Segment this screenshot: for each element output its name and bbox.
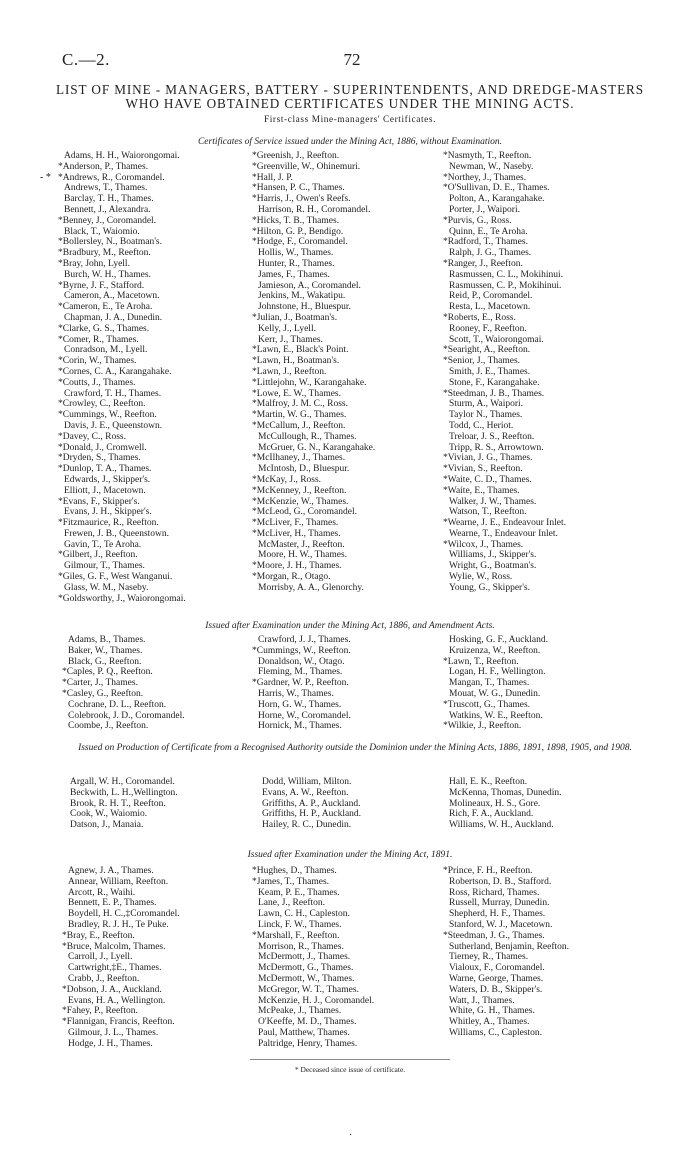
list-item: *Moore, J. H., Thames. xyxy=(252,561,342,572)
list-item: *Radford, T., Thames. xyxy=(443,237,528,248)
list-item: *Lawn, J., Reefton. xyxy=(252,366,327,377)
page-title: LIST OF MINE - MANAGERS, BATTERY - SUPERINTENDENTS, AND DREDGE-MASTERS WHO HAVE OBTAINED CERTIFICATES UNDER THE MINING ACTS. xyxy=(56,82,644,111)
list-item: *Benney, J., Coromandel. xyxy=(58,215,157,226)
name-column xyxy=(443,635,548,732)
name-column xyxy=(443,866,569,1039)
list-item: Gilmour, J. L., Thames. xyxy=(68,1027,159,1038)
list-item: Evans, A. W., Reefton. xyxy=(262,787,349,798)
list-item: Young, G., Skipper's. xyxy=(449,582,530,593)
list-item: Logan, H. F., Wellington. xyxy=(449,667,546,678)
list-item: Beckwith, L. H.,Wellington. xyxy=(70,787,178,798)
list-item: Barclay, T. H., Thames. xyxy=(64,194,154,205)
list-item: McPeake, J., Thames. xyxy=(258,1006,342,1017)
list-item: *Searight, A., Reefton. xyxy=(443,345,531,356)
list-item: *McLiver, H., Thames. xyxy=(252,528,341,539)
list-item: Rasmussen, C. P., Mokihinui. xyxy=(449,280,562,291)
list-item: *Bruce, Malcolm, Thames. xyxy=(62,941,166,952)
list-item: Watt, J., Thames. xyxy=(449,995,515,1006)
list-item: Ralph, J. G., Thames. xyxy=(449,248,532,259)
list-item: McMaster, J., Reefton. xyxy=(258,539,345,550)
list-item: Morrison, R., Thames. xyxy=(258,941,344,952)
list-item: Gavin, T., Te Aroha. xyxy=(64,539,142,550)
list-item: *Ranger, J., Reefton. xyxy=(443,258,523,269)
list-item: Jamieson, A., Coromandel. xyxy=(258,280,361,291)
list-item: *Morgan, R., Otago. xyxy=(252,572,331,583)
list-item: Newman, W., Naseby. xyxy=(449,161,534,172)
name-column xyxy=(252,866,374,1050)
section-heading: Issued after Examination under the Mining Act, 1891. xyxy=(247,850,453,860)
list-item: *Donald, J., Cromwell. xyxy=(58,442,147,453)
list-item: *Hughes, D., Thames. xyxy=(252,866,337,876)
list-item: Scott, T., Waiorongomai. xyxy=(449,334,544,345)
list-item: *Malfroy, J. M. C., Ross. xyxy=(252,399,348,410)
list-item: Johnstone, H., Bluespur. xyxy=(258,302,351,313)
list-item: Kelly, J., Lyell. xyxy=(258,323,316,334)
list-item: Molineaux, H. S., Gore. xyxy=(449,798,541,809)
list-item: Gilmour, T., Thames. xyxy=(64,561,145,572)
list-item: *Wilkie, J., Reefton. xyxy=(443,721,522,732)
list-item: *Julian, J., Boatman's. xyxy=(252,312,338,323)
list-item: Smith, J. E., Thames. xyxy=(449,366,531,377)
list-item: McGregor, W. T., Thames. xyxy=(258,984,359,995)
list-item: *Waite, E., Thames. xyxy=(443,485,520,496)
list-item: Watkins, W. E., Reefton. xyxy=(449,710,543,721)
list-item: *Andrews, R., Coromandel. xyxy=(58,172,165,183)
list-item: Paltridge, Henry, Thames. xyxy=(258,1038,358,1049)
list-item: Williams, W. H., Auckland. xyxy=(449,820,554,831)
list-item: *Hicks, T. B., Thames. xyxy=(252,215,340,226)
list-item: Waters, D. B., Skipper's. xyxy=(449,984,543,995)
list-item: Bennett, J., Alexandra. xyxy=(64,204,151,215)
list-item: McKenna, Thomas, Dunedin. xyxy=(449,787,562,798)
list-item: *Roberts, E., Ross. xyxy=(443,312,516,323)
list-item: *Northey, J., Thames. xyxy=(443,172,527,183)
list-item: Quinn, E., Te Aroha. xyxy=(449,226,528,237)
list-item: *Bray, John, Lyell. xyxy=(58,258,130,269)
list-item: Brook, R. H. T., Reefton. xyxy=(70,798,166,809)
list-item: *Nasmyth, T., Reefton. xyxy=(443,151,532,161)
list-item: *Hall, J. P. xyxy=(252,172,293,183)
name-column xyxy=(64,777,178,831)
list-item: *Harris, J., Owen's Reefs. xyxy=(252,194,351,205)
list-item: *Vivian, J. G., Thames. xyxy=(443,453,533,464)
list-item: *Marshall, F., Reefton. xyxy=(252,930,340,941)
list-item: *Caples, P. Q., Reefton. xyxy=(62,667,153,678)
list-item: Morrisby, A. A., Glenorchy. xyxy=(258,582,364,593)
list-item: *Corin, W., Thames. xyxy=(58,356,137,367)
list-item: Tripp, R. S., Arrowtown. xyxy=(449,442,544,453)
footnote: * Deceased since issue of certificate. xyxy=(294,1065,406,1074)
list-item: Boydell, H. C.,‡Coromandel. xyxy=(68,909,180,920)
page-header xyxy=(62,50,642,70)
list-item: *McLeod, G., Coromandel. xyxy=(252,507,358,518)
list-item: Adams, B., Thames. xyxy=(68,635,146,645)
list-item: *Hansen, P. C., Thames. xyxy=(252,183,345,194)
list-item: *McLiver, F., Thames. xyxy=(252,518,339,529)
list-item: Fleming, M., Thames. xyxy=(258,667,343,678)
list-item: Russell, Murray, Dunedin. xyxy=(449,898,550,909)
name-column xyxy=(62,635,185,732)
list-item: *James, T., Thames. xyxy=(252,876,330,887)
list-item: Shepherd, H. F., Thames. xyxy=(449,909,546,920)
list-item: McDermott, W., Thames. xyxy=(258,973,355,984)
list-item: Hollis, W., Thames. xyxy=(258,248,334,259)
list-item: Colebrook, J. D., Coromandel. xyxy=(68,710,185,721)
list-item: *Dobson, J. A., Auckland. xyxy=(62,984,162,995)
list-item: Horn, G. W., Thames. xyxy=(258,699,342,710)
list-item: *Evans, F., Skipper's. xyxy=(58,496,140,507)
list-item: Moore, H. W., Thames. xyxy=(258,550,348,561)
list-item: Cook, W., Waiomio. xyxy=(70,809,148,820)
list-item: Cartwright,‡E., Thames. xyxy=(68,963,162,974)
list-item: James, F., Thames. xyxy=(258,269,330,280)
list-item: *Lowe, E. W., Thames. xyxy=(252,388,342,399)
list-item: *Littlejohn, W., Karangahake. xyxy=(252,377,367,388)
list-item: Burch, W. H., Thames. xyxy=(64,269,151,280)
list-item: Crawford, J. J., Thames. xyxy=(258,635,351,645)
list-item: Mangan, T., Thames. xyxy=(449,678,530,689)
list-item: *McIlhaney, J., Thames. xyxy=(252,453,346,464)
list-item: Black, T., Waiomio. xyxy=(64,226,140,237)
list-item: *Coutts, J., Thames. xyxy=(58,377,136,388)
list-item: Walker, J. W., Thames. xyxy=(449,496,537,507)
list-item: Watson, T., Reefton. xyxy=(449,507,527,518)
list-item: Warne, George, Thames. xyxy=(449,973,544,984)
list-item: *McKay, J., Ross. xyxy=(252,474,322,485)
list-item: Tierney, R., Thames. xyxy=(449,952,529,963)
list-item: Kerr, J., Thames. xyxy=(258,334,323,345)
list-item: *Bray, E., Reefton. xyxy=(62,930,135,941)
list-item: Hailey, R. C., Dunedin. xyxy=(262,820,352,831)
name-column xyxy=(252,151,375,594)
list-item: Coombe, J., Reefton. xyxy=(68,721,149,732)
list-item: Arcott, R., Waihi. xyxy=(68,887,136,898)
list-item: Rich, F. A., Auckland. xyxy=(449,809,534,820)
list-item: Griffiths, A. P., Auckland. xyxy=(262,798,361,809)
list-item: Agnew, J. A., Thames. xyxy=(68,866,154,876)
section-heading: Issued after Examination under the Mining Act, 1886, and Amendment Acts. xyxy=(205,621,495,631)
list-item: Linck, F. W., Thames. xyxy=(258,919,342,930)
list-item: Robertson, D. B., Stafford. xyxy=(449,876,552,887)
name-column xyxy=(58,151,186,604)
list-item: Vialoux, F., Coromandel. xyxy=(449,963,545,974)
list-item: Sturm, A., Waipori. xyxy=(449,399,524,410)
section-heading: Issued on Production of Certificate from a Recognised Authority outside the Dominion under the Mining Acts, 1886, 1891, 1898, 1905, and 1908. xyxy=(78,743,632,753)
list-item: *Casley, G., Reefton. xyxy=(62,688,144,699)
list-item: *Hodge, F., Coromandel. xyxy=(252,237,348,248)
list-item: *Lawn, E., Black's Point. xyxy=(252,345,349,356)
list-item: *Wearne, J. E., Endeavour Inlet. xyxy=(443,518,566,529)
list-item: *Truscott, G., Thames. xyxy=(443,699,531,710)
list-item: *Greenish, J., Reefton. xyxy=(252,151,340,161)
list-item: *Cummings, W., Reefton. xyxy=(252,645,351,656)
list-item: McCullough, R., Thames. xyxy=(258,431,357,442)
list-item: Andrews, T., Thames. xyxy=(64,183,148,194)
list-item: *Crowley, C., Reefton. xyxy=(58,399,146,410)
list-item: McDermott, G., Thames. xyxy=(258,963,354,974)
list-item: Dodd, William, Milton. xyxy=(262,777,352,787)
list-item: *Lawn, T., Reefton. xyxy=(443,656,519,667)
list-item: Polton, A., Karangahake. xyxy=(449,194,545,205)
list-item: McDermott, J., Thames. xyxy=(258,952,351,963)
list-item: Carroll, J., Lyell. xyxy=(68,952,133,963)
list-item: Treloar, J. S., Reefton. xyxy=(449,431,535,442)
list-item: Davis, J. E., Queenstown. xyxy=(64,420,163,431)
list-item: Harrison, R. H., Coromandel. xyxy=(258,204,371,215)
list-item: McGruer, G. N., Karangahake. xyxy=(258,442,376,453)
name-column xyxy=(256,777,361,831)
list-item: Evans, J. H., Skipper's. xyxy=(64,507,152,518)
list-item: *Gilbert, J., Reefton. xyxy=(58,550,138,561)
list-item: Williams, J., Skipper's. xyxy=(449,550,537,561)
document-reference: C.—2. xyxy=(62,50,110,69)
name-column xyxy=(443,777,561,831)
list-item: *Wilcox, J., Thames. xyxy=(443,539,524,550)
list-item: *Gardner, W. P., Reefton. xyxy=(252,678,349,689)
list-item: *Bollersley, N., Boatman's. xyxy=(58,237,162,248)
list-item: Wylie, W., Ross. xyxy=(449,572,513,583)
list-item: Argall, W. H., Coromandel. xyxy=(70,777,175,787)
list-item: Black, G., Reefton. xyxy=(68,656,142,667)
list-item: Frewen, J. B., Queenstown. xyxy=(64,528,170,539)
list-item: Baker, W., Thames. xyxy=(68,645,143,656)
list-item: Wearne, T., Endeavour Inlet. xyxy=(449,528,558,539)
list-item: *Dryden, S., Thames. xyxy=(58,453,141,464)
list-item: *Prince, F. H., Reefton. xyxy=(443,866,533,876)
list-item: McIntosh, D., Bluespur. xyxy=(258,464,350,475)
list-item: Conradson, M., Lyell. xyxy=(64,345,148,356)
list-item: Cameron, A., Macetown. xyxy=(64,291,160,302)
list-item: *Comer, R., Thames. xyxy=(58,334,139,345)
list-item: Annear, William, Reefton. xyxy=(68,876,169,887)
list-item: Hall, E. K., Reefton. xyxy=(449,777,528,787)
list-item: *O'Sullivan, D. E., Thames. xyxy=(443,183,550,194)
list-item: *Martin, W. G., Thames. xyxy=(252,410,347,421)
list-item: *Purvis, G., Ross. xyxy=(443,215,512,226)
list-item: *Lawn, H., Boatman's. xyxy=(252,356,340,367)
list-item: *Waite, C. D., Thames. xyxy=(443,474,532,485)
list-item: *Carter, J., Thames. xyxy=(62,678,138,689)
list-item: Cochrane, D. L., Reefton. xyxy=(68,699,167,710)
list-item: Hodge, J. H., Thames. xyxy=(68,1038,153,1049)
list-item: Lane, J., Reefton. xyxy=(258,898,326,909)
list-item: Kruizenza, W., Reefton. xyxy=(449,645,541,656)
list-item: Lawn, C. H., Capleston. xyxy=(258,909,350,920)
list-item: Stanford, W. J., Macetown. xyxy=(449,919,553,930)
section-heading: Certificates of Service issued under the Mining Act, 1886, without Examination. xyxy=(197,137,503,147)
list-item: Sutherland, Benjamin, Reefton. xyxy=(449,941,570,952)
list-item: *Davey, C., Ross. xyxy=(58,431,126,442)
list-item: *Steedman, J. G., Thames. xyxy=(443,930,545,941)
list-item: Adams, H. H., Waiorongomai. xyxy=(64,151,180,161)
list-item: *Greenville, W., Ohinemuri. xyxy=(252,161,361,172)
list-item: *Byrne, J. F., Stafford. xyxy=(58,280,145,291)
name-column xyxy=(443,151,566,594)
list-item: McKenzie, H. J., Coromandel. xyxy=(258,995,375,1006)
list-item: Williams, C., Capleston. xyxy=(449,1027,543,1038)
list-item: Bennett, E. P., Thames. xyxy=(68,898,157,909)
list-item: Jenkins, M., Wakatipu. xyxy=(258,291,346,302)
list-item: Ross, Richard, Thames. xyxy=(449,887,540,898)
list-item: *Cameron, E., Te Aroha. xyxy=(58,302,153,313)
list-item: Hornick, M., Thames. xyxy=(258,721,342,732)
list-item: White, G. H., Thames. xyxy=(449,1006,535,1017)
bottom-mark: · xyxy=(349,1130,353,1141)
list-item: *Hilton, G. P., Bendigo. xyxy=(252,226,344,237)
list-item: Hunter, R., Thames. xyxy=(258,258,335,269)
list-item: *Fahey, P., Reefton. xyxy=(62,1006,138,1017)
list-item: Keam, P. E., Thames. xyxy=(258,887,340,898)
list-item: Todd, C., Heriot. xyxy=(449,420,514,431)
list-item: Horne, W., Coromandel. xyxy=(258,710,351,721)
page-number: 72 xyxy=(343,50,361,69)
name-column xyxy=(62,866,180,1050)
list-item: Bradley, R. J. H., Te Puke. xyxy=(68,919,169,930)
list-item: *Cummings, W., Reefton. xyxy=(58,410,157,421)
list-item: *Goldsworthy, J., Waiorongomai. xyxy=(58,593,186,604)
list-item: *McKenney, J., Reefton. xyxy=(252,485,347,496)
list-item: *Giles, G. F., West Wanganui. xyxy=(58,572,173,583)
list-item: Glass, W. M., Naseby. xyxy=(64,582,149,593)
list-item: *Vivian, S., Reefton. xyxy=(443,464,523,475)
list-item: Taylor N., Thames. xyxy=(449,410,523,421)
list-item: Rooney, F., Reefton. xyxy=(449,323,527,334)
list-item: Paul, Matthew, Thames. xyxy=(258,1027,350,1038)
list-item: O'Keeffe, M. D., Thames. xyxy=(258,1017,357,1028)
margin-mark: - * xyxy=(40,172,51,183)
list-item: *Dunlop, T. A., Thames. xyxy=(58,464,152,475)
list-item: Harris, W., Thames. xyxy=(258,688,334,699)
list-item: Wright, G., Boatman's. xyxy=(449,561,537,572)
list-item: Stone, F., Karangahake. xyxy=(449,377,540,388)
list-item: *McCallum, J., Reefton. xyxy=(252,420,346,431)
list-item: Resta, L., Macetown. xyxy=(449,302,531,313)
list-item: *Clarke, G. S., Thames. xyxy=(58,323,150,334)
list-item: Crawford, T. H., Thames. xyxy=(64,388,162,399)
list-item: Reid, P., Coromandel. xyxy=(449,291,533,302)
list-item: *Anderson, P., Thames. xyxy=(58,161,149,172)
list-item: *Bradbury, M., Reefton. xyxy=(58,248,151,259)
list-item: Crabb, J., Reefton. xyxy=(68,973,140,984)
list-item: *Senior, J., Thames. xyxy=(443,356,521,367)
list-item: Chapman, J. A., Dunedin. xyxy=(64,312,163,323)
list-item: *McKenzie, W., Thames. xyxy=(252,496,349,507)
list-item: Griffiths, H. P., Auckland. xyxy=(262,809,362,820)
list-item: *Flannigan, Francis, Reefton. xyxy=(62,1017,175,1028)
list-item: Donaldson, W., Otago. xyxy=(258,656,345,667)
list-item: *Steedman, J. B., Thames. xyxy=(443,388,545,399)
list-item: Rasmussen, C. L., Mokihinui. xyxy=(449,269,564,280)
list-item: Mouat, W. G., Dunedin. xyxy=(449,688,541,699)
list-item: Edwards, J., Skipper's. xyxy=(64,474,151,485)
list-subtitle: First-class Mine-managers' Certificates. xyxy=(263,115,437,125)
list-item: Elliott, J., Macetown. xyxy=(64,485,146,496)
list-item: Porter, J., Waipori. xyxy=(449,204,520,215)
footnote-rule xyxy=(250,1059,450,1060)
list-item: Datson, J., Manaia. xyxy=(70,820,144,831)
list-item: Whitley, A., Thames. xyxy=(449,1017,530,1028)
list-item: *Cornes, C. A., Karangahake. xyxy=(58,366,172,377)
list-item: Hosking, G. F., Auckland. xyxy=(449,635,548,645)
name-column xyxy=(252,635,351,732)
list-item: Evans, H. A., Wellington. xyxy=(68,995,166,1006)
list-item: *Fitzmaurice, R., Reefton. xyxy=(58,518,159,529)
